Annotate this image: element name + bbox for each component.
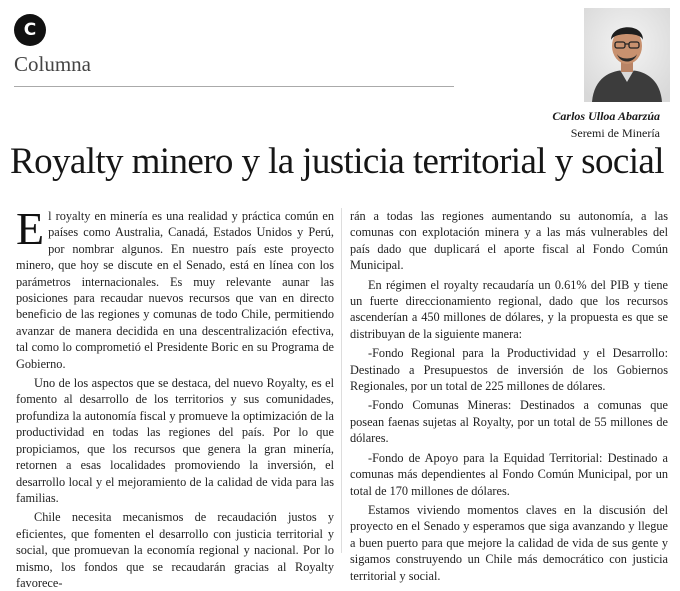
article-column-left — [16, 203, 334, 591]
article-column-right — [350, 208, 668, 584]
article-paragraph: -Fondo Comunas Mineras: Destinados a comunas que posean faenas sujetas al Royalty, por un total de 55 millones de dólares. — [350, 398, 668, 446]
author-byline — [460, 109, 660, 141]
article-paragraph: Chile necesita mecanismos de recaudación justos y eficientes, que fomenten el desarrollo con justicia territorial y social, que promuevan la economía regional y nacional. Por lo mismo, los fondos que se recaudarán gracias al Royalty favorece- — [16, 510, 334, 590]
column-badge: C — [14, 14, 46, 46]
article-paragraph: Uno de los aspectos que se destaca, del nuevo Royalty, es el fomento al desarrollo de los territorios y sus comunidades, profundiza la autonomía fiscal y promueve la optimización de la productividad en todas las regiones del país. Por lo que propiciamos, que los recursos que genera la gran minería, retornen a esas localidades promoviendo la inversión, el desarrollo local y el mejoramiento de la calidad de vida para las familias. — [16, 376, 334, 505]
article-paragraph: rán a todas las regiones aumentando su autonomía, a las comunas con explotación minera y a las más vulnerables del país dado que duplicará el aporte fiscal al Fondo Común Municipal. — [350, 209, 668, 273]
article-paragraph: Estamos viviendo momentos claves en la discusión del proyecto en el Senado y esperamos que siga avanzando y llegue a buen puerto para que mejore la calidad de vida de sus gente y sigamos construyendo un Chile más democrático con justicia territorial y social. — [350, 502, 668, 583]
article-paragraph: -Fondo Regional para la Productividad y el Desarrollo: Destinado a Presupuestos de inversión de los Gobiernos Regionales, por un total de 225 millones de dólares. — [350, 346, 668, 394]
article-paragraph: En régimen el royalty recaudaría un 0.61% del PIB y tiene un fuerte direccionamiento regional, dado que los recursos ascenderían a 450 millones de dólares, y la propuesta es que se distribuyan de la siguiente manera: — [350, 277, 668, 341]
article-paragraph: -Fondo de Apoyo para la Equidad Territorial: Destinado a comunas más dependientes al Fondo Común Municipal, por un total de 170 millones de dólares. — [350, 450, 668, 498]
header-divider — [14, 86, 454, 87]
section-label: Columna — [14, 52, 91, 76]
author-name: Carlos Ulloa Abarzúa — [552, 109, 660, 123]
drop-cap: E — [16, 203, 45, 254]
article-headline: Royalty minero y la justicia territorial y social — [10, 141, 664, 182]
column-divider — [341, 208, 342, 553]
author-role: Seremi de Minería — [570, 126, 660, 140]
article-paragraph: El royalty en minería es una realidad y práctica común en países como Australia, Canadá, Estados Unidos y Perú, por nombrar algunos. En nuestro país este proyecto minero, que hoy se discute en el Senado, está en línea con los parámetros internacionales. Es muy relevante aunar las posiciones para recaudar nuevos recursos que van en directo beneficio de las regiones y comunas de todo Chile, permitiendo avanzar de manera decidida en una descentralización efectiva, tal como lo comprometió el Presidente Boric en su Programa de Gobierno. — [16, 203, 334, 371]
author-photo — [584, 8, 670, 102]
